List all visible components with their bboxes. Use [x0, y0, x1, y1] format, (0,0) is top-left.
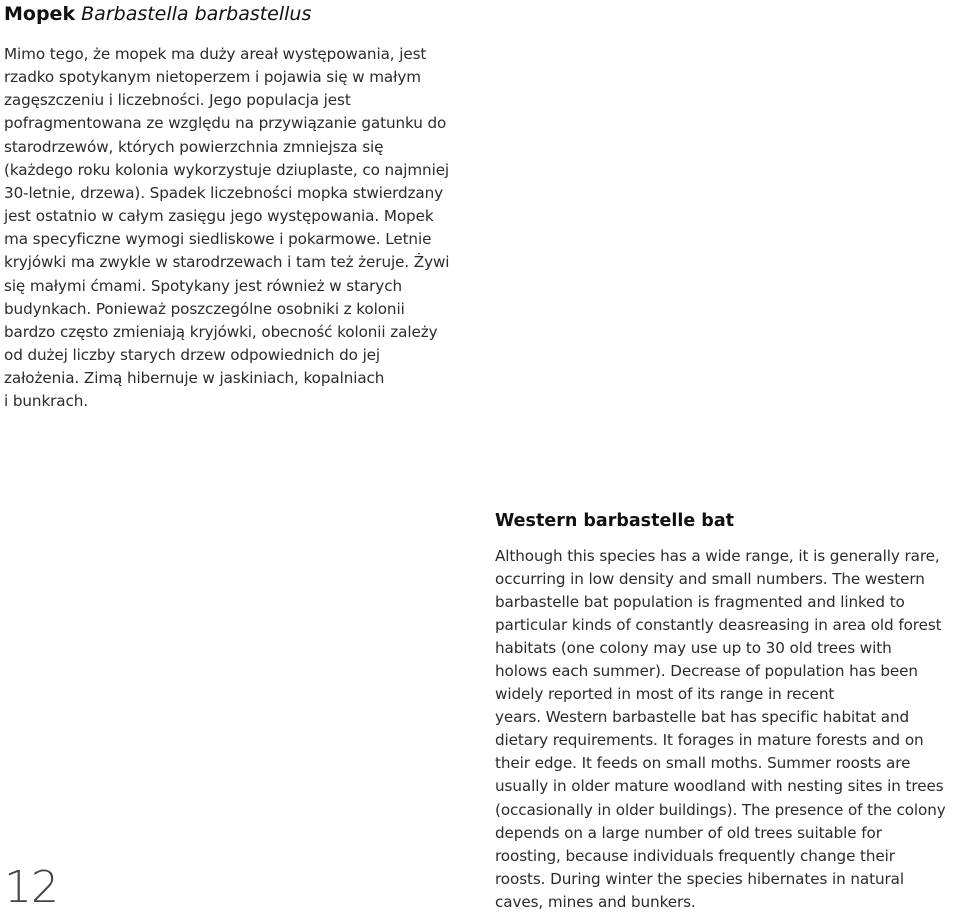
page-number: 12 [4, 862, 58, 913]
species-common-name-polish: Mopek [4, 3, 76, 25]
paragraph-line: bardzo często zmieniają kryjówki, obecność kolonii zależy [4, 322, 438, 341]
paragraph-line: Mimo tego, że mopek ma duży areał występowania, jest [4, 45, 427, 63]
paragraph-line: dietary requirements. It forages in mature forests and on [495, 731, 924, 750]
paragraph-line: się małymi ćmami. Spotykany jest również w starych [4, 276, 402, 295]
paragraph-line: założenia. Zimą hibernuje w jaskiniach, kopalniach [4, 369, 385, 388]
paragraph-line: years. Western barbastelle bat has specific habitat and [495, 708, 910, 727]
paragraph-line: occurring in low density and small numbers. The western [495, 570, 925, 589]
paragraph-line: rzadko spotykanym nietoperzem i pojawia się w małym [4, 68, 421, 87]
paragraph-line: Although this species has a wide range, it is generally rare, [495, 547, 940, 565]
paragraph-line: caves, mines and bunkers. [495, 892, 696, 911]
paragraph-line: widely reported in most of its range in recent [495, 685, 835, 704]
paragraph-line: particular kinds of constantly deasreasing in area old forest [495, 616, 942, 635]
paragraph-line: pofragmentowana ze względu na przywiązanie gatunku do [4, 114, 447, 133]
paragraph-line: (occasionally in older buildings). The presence of the colony [495, 800, 946, 819]
paragraph-line: od dużej liczby starych drzew odpowiednich do jej [4, 346, 381, 365]
paragraph-line: 30-letnie, drzewa). Spadek liczebności mopka stwierdzany [4, 183, 443, 202]
english-section-heading: Western barbastelle bat [495, 511, 734, 531]
paragraph-line: budynkach. Ponieważ poszczególne osobniki z kolonii [4, 299, 405, 318]
paragraph-line: usually in older mature woodland with nesting sites in trees [495, 777, 944, 796]
paragraph-line: jest ostatnio w całym zasięgu jego występowania. Mopek [4, 207, 434, 226]
paragraph-line: their edge. It feeds on small moths. Summer roosts are [495, 754, 911, 773]
paragraph-line: habitats (one colony may use up to 30 old trees with [495, 639, 892, 658]
species-latin-name: Barbastella barbastellus [81, 3, 312, 25]
paragraph-line: kryjówki ma zwykle w starodrzewach i tam też żeruje. Żywi [4, 253, 450, 272]
english-paragraph [495, 545, 957, 914]
polish-paragraph [4, 43, 454, 414]
paragraph-line: ma specyficzne wymogi siedliskowe i pokarmowe. Letnie [4, 230, 432, 249]
paragraph-line: roosts. During winter the species hibernates in natural [495, 869, 904, 888]
paragraph-line: starodrzewów, których powierzchnia zmniejsza się [4, 137, 384, 156]
paragraph-line: barbastelle bat population is fragmented and linked to [495, 593, 905, 612]
polish-section-heading [4, 2, 311, 26]
paragraph-line: zagęszczeniu i liczebności. Jego populacja jest [4, 91, 351, 110]
paragraph-line: holows each summer). Decrease of population has been [495, 662, 918, 681]
paragraph-line: depends on a large number of old trees suitable for [495, 823, 882, 842]
paragraph-line: roosting, because individuals frequently change their [495, 846, 895, 865]
paragraph-line: (każdego roku kolonia wykorzystuje dziuplaste, co najmniej [4, 160, 450, 179]
paragraph-line: i bunkrach. [4, 392, 88, 411]
